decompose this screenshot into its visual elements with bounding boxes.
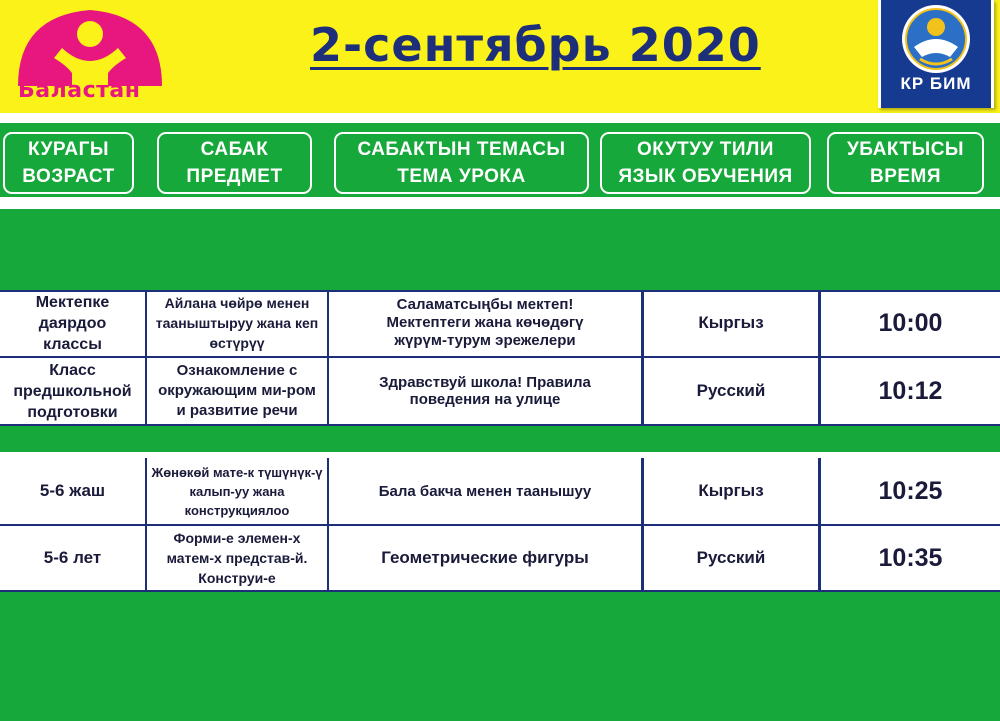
header-time xyxy=(827,132,984,194)
header-age-line1: КУРАГЫ xyxy=(28,139,109,160)
subject-cell: Ознакомление с окружающим ми-ром и развитие речи xyxy=(158,362,316,419)
language-cell: Русский xyxy=(696,381,766,400)
header-divider xyxy=(0,113,1000,123)
header-time-line1: УБАКТЫСЫ xyxy=(846,139,965,160)
kr-bim-label: КР БИМ xyxy=(900,74,972,93)
time-cell: 10:12 xyxy=(878,376,943,405)
header-language-line2: ЯЗЫК ОБУЧЕНИЯ xyxy=(618,166,793,187)
age-cell: Класс предшкольной подготовки xyxy=(13,361,132,421)
subject-cell: Айлана чөйрө менен тааныштыруу жана кеп өстүрүү xyxy=(155,295,319,351)
logo-text: Баластан xyxy=(18,78,141,103)
language-cell: Русский xyxy=(696,548,766,567)
subject-cell: Жөнөкөй мате-к түшүнүк-ү калып-уу жана конструкциялоо xyxy=(151,464,323,518)
header-time-line2: ВРЕМЯ xyxy=(869,166,942,187)
header-band xyxy=(0,197,1000,209)
schedule-group-1 xyxy=(0,290,1000,426)
table-row xyxy=(0,458,1000,524)
age-cell: 5-6 лет xyxy=(43,548,102,567)
header-language-line1: ОКУТУУ ТИЛИ xyxy=(637,139,774,160)
time-cell: 10:35 xyxy=(878,543,943,572)
header-age-line2: ВОЗРАСТ xyxy=(22,166,115,187)
kr-bim-badge xyxy=(878,0,994,108)
page-title: 2-сентябрь 2020 xyxy=(310,18,761,72)
header-bar xyxy=(0,0,1000,113)
header-subject-line2: ПРЕДМЕТ xyxy=(186,166,283,187)
header-topic xyxy=(334,132,589,194)
table-row xyxy=(0,358,1000,424)
subject-cell: Форми-е элемен-х матем-х представ-й. Конструи-е xyxy=(166,530,308,586)
header-age xyxy=(3,132,134,194)
schedule-group-2 xyxy=(0,458,1000,592)
time-cell: 10:00 xyxy=(878,308,943,337)
topic-cell: Геометрические фигуры xyxy=(381,548,589,567)
header-topic-line1: САБАКТЫН ТЕМАСЫ xyxy=(357,139,566,160)
header-subject-line1: САБАК xyxy=(200,139,269,160)
language-cell: Кыргыз xyxy=(698,481,764,500)
language-cell: Кыргыз xyxy=(698,313,764,332)
age-cell: 5-6 жаш xyxy=(39,481,106,500)
topic-cell: Саламатсыңбы мектеп! Мектептеги жана көчөдөгү жүрүм-турум эрежелери xyxy=(386,296,584,349)
time-cell: 10:25 xyxy=(878,476,943,505)
table-row xyxy=(0,290,1000,356)
state-emblem-icon xyxy=(900,3,972,75)
table-row xyxy=(0,526,1000,590)
age-cell: Мектепке даярдоо классы xyxy=(35,293,110,353)
header-subject xyxy=(157,132,312,194)
topic-cell: Здравствуй школа! Правила поведения на улице xyxy=(379,374,591,408)
topic-cell: Бала бакча менен таанышуу xyxy=(378,482,592,500)
header-topic-line2: ТЕМА УРОКА xyxy=(397,166,526,187)
header-language xyxy=(600,132,811,194)
